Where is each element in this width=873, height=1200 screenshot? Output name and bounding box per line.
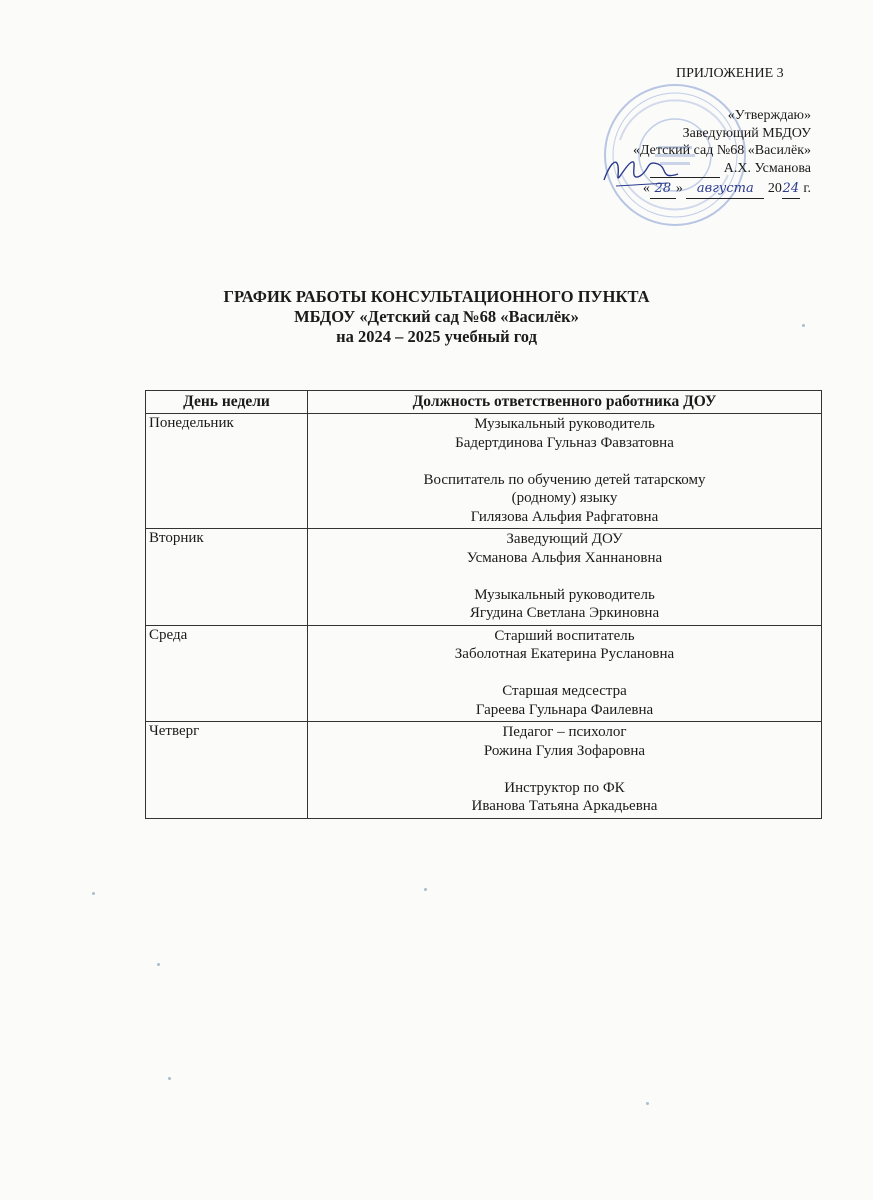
responsible-cell	[308, 529, 822, 626]
day-cell: Среда	[146, 625, 308, 722]
schedule-table	[145, 390, 822, 819]
day-cell: Вторник	[146, 529, 308, 626]
staff-name: Бадертдинова Гульназ Фавзатовна	[455, 434, 674, 451]
signature-icon	[598, 150, 688, 195]
document-title	[0, 287, 873, 347]
approval-year-unit: г.	[803, 181, 811, 196]
staff-name: Гареева Гульнара Фаилевна	[475, 701, 654, 718]
staff-position: Воспитатель по обучению детей татарскому	[423, 471, 706, 488]
appendix-label: ПРИЛОЖЕНИЕ 3	[676, 66, 784, 81]
title-line-1: ГРАФИК РАБОТЫ КОНСУЛЬТАЦИОННОГО ПУНКТА	[223, 287, 650, 306]
staff-position: Педагог – психолог	[502, 724, 627, 740]
column-header-responsible: Должность ответственного работника ДОУ	[308, 391, 822, 414]
staff-position: Инструктор по ФК	[504, 779, 625, 796]
approver-position: Заведующий МБДОУ	[682, 125, 811, 141]
staff-position: Старшая медсестра	[502, 683, 627, 699]
table-row	[146, 529, 822, 626]
staff-position: (родному) языку	[511, 490, 618, 506]
approve-word: «Утверждаю»	[727, 108, 811, 123]
day-cell: Понедельник	[146, 414, 308, 529]
table-header-row	[146, 391, 822, 414]
staff-name: Ягудина Светлана Эркиновна	[469, 605, 660, 621]
staff-name: Рожина Гулия Зофаровна	[483, 742, 646, 759]
approver-organization: «Детский сад №68 «Василёк»	[632, 143, 811, 158]
approval-year-suffix: 24	[782, 180, 800, 199]
approval-date: « 28 » августа 2024 г.	[633, 180, 811, 199]
staff-name: Усманова Альфия Ханнановна	[466, 549, 663, 566]
day-cell: Четверг	[146, 722, 308, 819]
staff-name: Иванова Татьяна Аркадьевна	[471, 798, 658, 814]
approval-day: 28	[650, 180, 676, 199]
table-row	[146, 625, 822, 722]
title-line-3: на 2024 – 2025 учебный год	[336, 327, 537, 346]
staff-name: Заболотная Екатерина Руслановна	[454, 646, 675, 662]
approval-year-prefix: 20	[767, 181, 782, 196]
signatory-name: А.Х. Усманова	[723, 160, 811, 176]
staff-position: Музыкальный руководитель	[474, 586, 655, 603]
staff-position: Заведующий ДОУ	[506, 531, 623, 547]
responsible-cell	[308, 722, 822, 819]
approval-month: августа	[686, 180, 764, 199]
staff-position: Музыкальный руководитель	[474, 416, 655, 432]
column-header-day: День недели	[146, 391, 308, 414]
table-row	[146, 722, 822, 819]
staff-name: Гилязова Альфия Рафгатовна	[470, 508, 659, 525]
responsible-cell	[308, 625, 822, 722]
staff-position: Старший воспитатель	[494, 627, 635, 644]
table-row	[146, 414, 822, 529]
responsible-cell	[308, 414, 822, 529]
title-line-2: МБДОУ «Детский сад №68 «Василёк»	[294, 307, 579, 326]
